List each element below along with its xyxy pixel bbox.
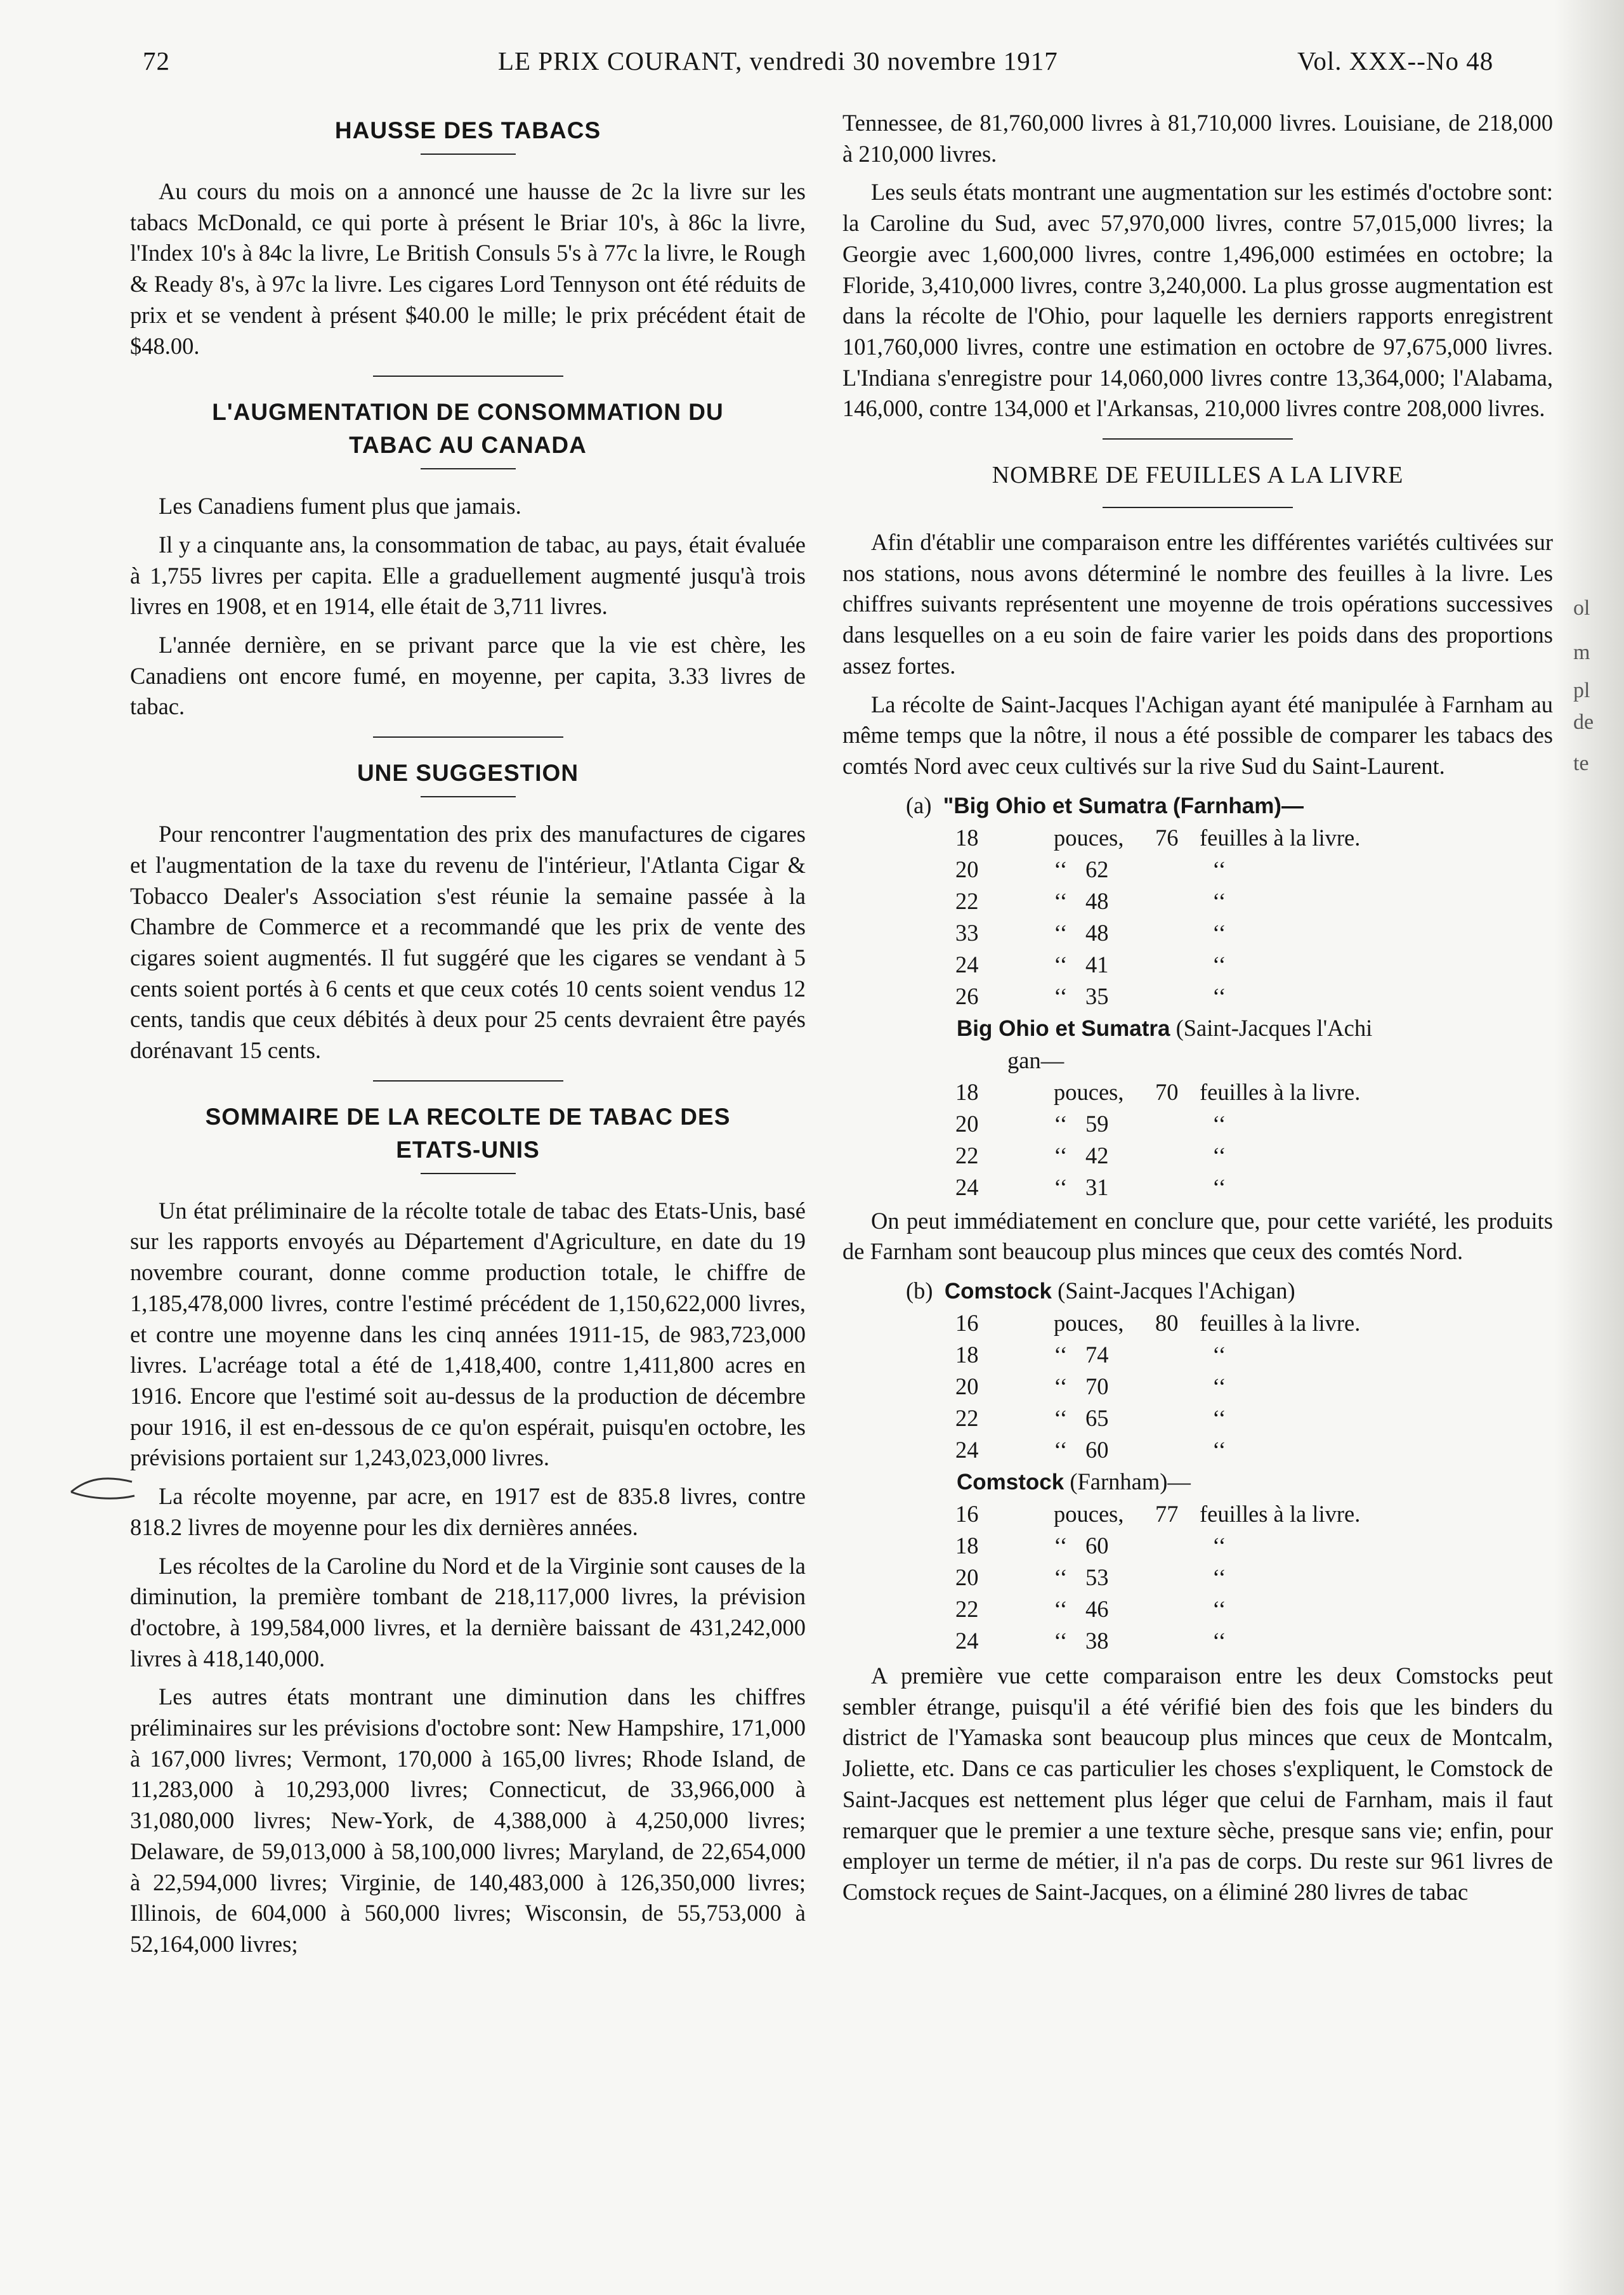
variety-name: Comstock xyxy=(944,1279,1052,1304)
paragraph: Les seuls états montrant une augmentation sur les estimés d'octobre sont: la Caroline du Sud, avec 57,970,000 livres, contre 57,015,000 livres; la Georgie avec 1,600,000 livres, contre 1,496,000 estimées en octobre; la Floride, 3,410,000 livres, contre 3,240,000. La plus grosse augmentation est dans la récolte de l'Ohio, pour laquelle les derniers rapports enregistrent 101,760,000 livres, contre une estimation en octobre de 97,675,000 livres. L'Indiana s'enregistre pour 14,060,000 livres contre 13,364,000; l'Alabama, 146,000, contre 134,000 et l'Arkansas, 210,000 livres contre 208,000 livres. xyxy=(842,179,1553,422)
table-cell-leaves: 53 xyxy=(1085,1564,1109,1591)
variety-place: (Saint-Jacques l'Achi xyxy=(1175,1014,1373,1041)
table-cell-leaves: 62 xyxy=(1085,856,1109,882)
table-cell-leaves: 77 xyxy=(1155,1501,1179,1527)
table-cell-suffix: ‘‘ xyxy=(1212,1405,1226,1432)
table-cell-leaves: 60 xyxy=(1085,1533,1109,1559)
table-cell-leaves: 70 xyxy=(1085,1373,1109,1400)
table-row xyxy=(842,1434,1553,1466)
list-marker: (b) xyxy=(906,1278,933,1304)
table-cell-leaves: 48 xyxy=(1085,919,1109,946)
section-divider xyxy=(1103,507,1293,508)
table-cell-suffix: ‘‘ xyxy=(1212,1564,1226,1591)
table-row xyxy=(842,1140,1553,1172)
table-cell-leaves: 48 xyxy=(1085,887,1109,914)
article-title: NOMBRE DE FEUILLES A LA LIVRE xyxy=(992,462,1404,489)
article-title: UNE SUGGESTION xyxy=(357,760,579,787)
table-row xyxy=(842,1562,1553,1593)
table-cell-unit: ‘‘ xyxy=(1054,1564,1068,1591)
table-row xyxy=(842,981,1553,1012)
paragraph: Afin d'établir une comparaison entre les différentes variétés cultivées sur nos stations, nous avons déterminé le nombre des feuilles à la livre. Les chiffres suivants représentent une moyenne de trois opérations successives dans lesquelles on a eu soin de faire varier les poids dans des proportions assez fortes. xyxy=(842,529,1553,679)
variety-heading xyxy=(842,790,1553,822)
table-cell-leaves: 41 xyxy=(1085,951,1109,978)
table-row xyxy=(842,1593,1553,1625)
table-row xyxy=(842,1172,1553,1203)
paragraph: Au cours du mois on a annoncé une hausse de 2c la livre sur les tabacs McDonald, ce qui porte à présent le Briar 10's, à 86c la livre, l'Index 10's à 84c la livre, Le British Consuls 5's à 77c la livre, le Rough & Ready 8's, à 97c la livre. Les cigares Lord Tennyson ont été réduits de prix et se vendent à présent $40.00 le mille; le prix précédent était de $48.00. xyxy=(130,178,806,359)
margin-fragment: te xyxy=(1573,752,1589,775)
scanned-page-edge xyxy=(1554,0,1624,2295)
table-cell-size: 22 xyxy=(955,1596,979,1623)
table-cell-suffix: ‘‘ xyxy=(1212,1342,1226,1368)
table-row xyxy=(842,1498,1553,1530)
table-cell-unit: ‘‘ xyxy=(1054,1628,1068,1654)
table-cell-size: 18 xyxy=(955,824,979,851)
section-divider xyxy=(1103,438,1293,440)
table-row xyxy=(842,1307,1553,1339)
table-cell-suffix: feuilles à la livre. xyxy=(1200,824,1361,851)
paragraph: La récolte de Saint-Jacques l'Achigan ayant été manipulée à Farnham au même temps que la nôtre, il nous a été possible de comparer les tabacs des comtés Nord avec ceux cultivés sur la rive Sud du Saint-Laurent. xyxy=(842,691,1553,779)
table-cell-unit: ‘‘ xyxy=(1054,1373,1068,1400)
article-title: TABAC AU CANADA xyxy=(349,432,587,459)
table-cell-suffix: ‘‘ xyxy=(1212,887,1226,914)
right-column xyxy=(842,108,1553,1916)
table-row xyxy=(842,822,1553,854)
section-divider xyxy=(373,1080,563,1082)
table-row xyxy=(842,854,1553,886)
table-row xyxy=(842,1530,1553,1562)
paragraph: Un état préliminaire de la récolte totale de tabac des Etats-Unis, basé sur les rapports envoyés au Département d'Agriculture, en date du 19 novembre courant, donne comme production totale, le chiffre de 1,185,478,000 livres, contre l'estimé précédent de 1,150,622,000 livres, et contre une moyenne dans les cinq années 1911-15, de 983,723,000 livres. L'acréage total a été de 1,418,400, contre 1,411,800 acres en 1916. Encore que l'estimé soit au-dessus de la production de décembre pour 1916, il est en-dessous de ce qu'on espérait, puisqu'en octobre, les prévisions portaient sur 1,243,023,000 livres. xyxy=(130,1197,806,1471)
table-cell-unit: ‘‘ xyxy=(1054,1405,1068,1432)
table-row xyxy=(842,1371,1553,1403)
table-cell-suffix: ‘‘ xyxy=(1212,1628,1226,1654)
paragraph: Tennessee, de 81,760,000 livres à 81,710,000 livres. Louisiane, de 218,000 à 210,000 livres. xyxy=(842,110,1553,167)
article-title: ETATS-UNIS xyxy=(396,1136,540,1163)
table-cell-unit: pouces, xyxy=(1054,1310,1124,1337)
article-title: L'AUGMENTATION DE CONSOMMATION DU xyxy=(212,399,724,426)
table-cell-unit: ‘‘ xyxy=(1054,1596,1068,1623)
table-cell-size: 26 xyxy=(955,983,979,1009)
margin-fragment: ol xyxy=(1573,596,1590,620)
left-column xyxy=(130,108,806,1968)
table-cell-leaves: 31 xyxy=(1085,1174,1109,1200)
table-cell-size: 20 xyxy=(955,1373,979,1400)
publication-title: LE PRIX COURANT, vendredi 30 novembre 1917 xyxy=(498,46,1058,75)
pencil-mark-icon xyxy=(69,1473,138,1505)
page-number: 72 xyxy=(143,46,170,75)
variety-heading xyxy=(842,1466,1553,1498)
table-cell-unit: ‘‘ xyxy=(1054,1110,1068,1137)
table-cell-suffix: ‘‘ xyxy=(1212,1596,1226,1623)
paragraph: L'année dernière, en se privant parce que la vie est chère, les Canadiens ont encore fumé, en moyenne, per capita, 3.33 livres de tabac. xyxy=(130,632,806,720)
article-title: SOMMAIRE DE LA RECOLTE DE TABAC DES xyxy=(205,1103,731,1130)
table-cell-suffix: ‘‘ xyxy=(1212,919,1226,946)
volume-number: Vol. XXX--No 48 xyxy=(1297,46,1494,75)
table-cell-leaves: 74 xyxy=(1085,1342,1109,1368)
variety-place: (Saint-Jacques l'Achigan) xyxy=(1058,1278,1295,1304)
table-cell-size: 22 xyxy=(955,1405,979,1432)
table-cell-unit: ‘‘ xyxy=(1054,1174,1068,1200)
table-cell-size: 24 xyxy=(955,1174,979,1200)
table-cell-leaves: 38 xyxy=(1085,1628,1109,1654)
table-cell-size: 18 xyxy=(955,1342,979,1368)
table-cell-suffix: feuilles à la livre. xyxy=(1200,1501,1361,1527)
table-cell-unit: ‘‘ xyxy=(1054,887,1068,914)
title-rule xyxy=(421,1173,516,1174)
table-cell-unit: ‘‘ xyxy=(1054,1142,1068,1168)
leaf-count-table xyxy=(842,1498,1553,1657)
variety-name: Comstock xyxy=(957,1470,1064,1495)
table-cell-suffix: ‘‘ xyxy=(1212,856,1226,882)
table-cell-size: 24 xyxy=(955,1628,979,1654)
margin-fragment: de xyxy=(1573,710,1594,734)
table-cell-size: 16 xyxy=(955,1501,979,1527)
table-cell-unit: ‘‘ xyxy=(1054,1533,1068,1559)
table-cell-size: 20 xyxy=(955,1110,979,1137)
table-cell-leaves: 60 xyxy=(1085,1437,1109,1463)
table-cell-unit: ‘‘ xyxy=(1054,856,1068,882)
table-row xyxy=(842,1339,1553,1371)
table-row xyxy=(842,949,1553,981)
list-marker: (a) xyxy=(906,792,932,818)
paragraph: Il y a cinquante ans, la consommation de tabac, au pays, était évaluée à 1,755 livres per capita. Elle a graduellement augmenté jusqu'à trois livres en 1908, et en 1914, elle était de 3,711 livres. xyxy=(130,531,806,620)
table-cell-leaves: 59 xyxy=(1085,1110,1109,1137)
table-cell-leaves: 70 xyxy=(1155,1078,1179,1105)
variety-name: Big Ohio et Sumatra xyxy=(957,1016,1170,1041)
margin-fragment: pl xyxy=(1573,679,1590,702)
section-divider xyxy=(373,736,563,738)
running-header xyxy=(143,46,1551,84)
table-cell-suffix: feuilles à la livre. xyxy=(1200,1310,1361,1337)
paragraph: La récolte moyenne, par acre, en 1917 est de 835.8 livres, contre 818.2 livres de moyenne pour les dix dernières années. xyxy=(130,1483,806,1540)
variety-heading xyxy=(842,1012,1553,1045)
article-title: HAUSSE DES TABACS xyxy=(334,117,601,143)
table-cell-leaves: 46 xyxy=(1085,1596,1109,1623)
table-cell-size: 20 xyxy=(955,1564,979,1591)
paragraph: A première vue cette comparaison entre les deux Comstocks peut sembler étrange, puisqu'il a été vérifié bien des fois que les binders du district de l'Yamaska sont beaucoup plus minces que ceux de Montcalm, Joliette, etc. Dans ce cas particulier les choses s'expliquent, le Comstock de Saint-Jacques est nettement plus léger que celui de Farnham, mais il faut remarquer que le premier a une texture sèche, presque sans vie; enfin, pour employer un terme de métier, il n'a pas de corps. Du reste sur 961 livres de Comstock reçues de Saint-Jacques, on a éliminé 280 livres de tabac xyxy=(842,1663,1553,1905)
paragraph: Les autres états montrant une diminution dans les chiffres préliminaires sur les prévisions d'octobre sont: New Hampshire, 171,000 à 167,000 livres; Vermont, 170,000 à 165,00 livres; Rhode Island, de 11,283,000 à 10,293,000 livres; Connecticut, de 33,966,000 à 31,080,000 livres; New-York, de 4,388,000 à 4,250,000 livres; Delaware, de 59,013,000 à 58,100,000 livres; Maryland, de 22,654,000 à 22,594,000 livres; Virginie, de 140,483,000 à 126,350,000 livres; Illinois, de 604,000 à 560,000 livres; Wisconsin, de 55,753,000 à 52,164,000 livres; xyxy=(130,1684,806,1957)
table-cell-suffix: ‘‘ xyxy=(1212,1110,1226,1137)
table-cell-size: 18 xyxy=(955,1078,979,1105)
table-cell-size: 33 xyxy=(955,919,979,946)
paragraph: Les récoltes de la Caroline du Nord et de la Virginie sont causes de la diminution, la première tombant de 218,117,000 livres, la prévision d'octobre, à 199,584,000 livres, et la dernière baissant de 431,242,000 livres à 418,140,000. xyxy=(130,1552,806,1671)
table-cell-unit: ‘‘ xyxy=(1054,983,1068,1009)
table-cell-size: 16 xyxy=(955,1310,979,1337)
section-divider xyxy=(373,376,563,377)
table-row xyxy=(842,1403,1553,1434)
table-cell-suffix: ‘‘ xyxy=(1212,951,1226,978)
paragraph: Pour rencontrer l'augmentation des prix des manufactures de cigares et l'augmentation de la taxe du revenu de l'intérieur, l'Atlanta Cigar & Tobacco Dealer's Association s'est réunie la semaine passée à la Chambre de Commerce et a recommandé que les prix de vente des cigares soient augmentés. Il fut suggéré que les cigares se vendant à 5 cents soient portés à 6 cents et que ceux cotés 10 cents soient vendus 12 cents, tandis que ceux débités à deux pour 25 cents devraient être payés dorénavant 15 cents. xyxy=(130,821,806,1064)
table-cell-size: 24 xyxy=(955,1437,979,1463)
table-cell-unit: pouces, xyxy=(1054,824,1124,851)
table-cell-leaves: 65 xyxy=(1085,1405,1109,1432)
variety-heading xyxy=(842,1275,1553,1307)
table-cell-unit: ‘‘ xyxy=(1054,1437,1068,1463)
table-cell-suffix: ‘‘ xyxy=(1212,1437,1226,1463)
leaf-count-table xyxy=(842,822,1553,1012)
table-cell-size: 18 xyxy=(955,1533,979,1559)
table-cell-suffix: feuilles à la livre. xyxy=(1200,1078,1361,1105)
variety-place: (Farnham)— xyxy=(1070,1468,1191,1495)
variety-place-continued: gan— xyxy=(1007,1047,1064,1073)
table-row xyxy=(842,1076,1553,1108)
title-rule xyxy=(421,796,516,797)
table-cell-suffix: ‘‘ xyxy=(1212,1533,1226,1559)
table-row xyxy=(842,1108,1553,1140)
table-cell-leaves: 76 xyxy=(1155,824,1179,851)
table-cell-suffix: ‘‘ xyxy=(1212,1373,1226,1400)
paragraph: Les Canadiens fument plus que jamais. xyxy=(159,493,521,520)
title-rule xyxy=(421,468,516,469)
table-cell-suffix: ‘‘ xyxy=(1212,1174,1226,1200)
table-cell-suffix: ‘‘ xyxy=(1212,1142,1226,1168)
table-cell-leaves: 42 xyxy=(1085,1142,1109,1168)
leaf-count-table xyxy=(842,1307,1553,1466)
table-cell-suffix: ‘‘ xyxy=(1212,983,1226,1009)
table-cell-unit: ‘‘ xyxy=(1054,1342,1068,1368)
table-cell-unit: pouces, xyxy=(1054,1078,1124,1105)
variety-place: (Farnham)— xyxy=(1172,793,1304,818)
table-cell-leaves: 35 xyxy=(1085,983,1109,1009)
table-cell-size: 24 xyxy=(955,951,979,978)
table-row xyxy=(842,917,1553,949)
table-cell-unit: ‘‘ xyxy=(1054,919,1068,946)
table-cell-size: 22 xyxy=(955,887,979,914)
margin-fragment: m xyxy=(1573,641,1590,664)
table-cell-size: 22 xyxy=(955,1142,979,1168)
table-cell-leaves: 80 xyxy=(1155,1310,1179,1337)
table-row xyxy=(842,886,1553,917)
variety-name: "Big Ohio et Sumatra xyxy=(943,793,1167,818)
table-row xyxy=(842,1625,1553,1657)
table-cell-unit: pouces, xyxy=(1054,1501,1124,1527)
table-cell-size: 20 xyxy=(955,856,979,882)
table-cell-unit: ‘‘ xyxy=(1054,951,1068,978)
paragraph: On peut immédiatement en conclure que, pour cette variété, les produits de Farnham sont beaucoup plus minces que ceux des comtés Nord. xyxy=(842,1207,1553,1265)
title-rule xyxy=(421,154,516,155)
leaf-count-table xyxy=(842,1076,1553,1203)
